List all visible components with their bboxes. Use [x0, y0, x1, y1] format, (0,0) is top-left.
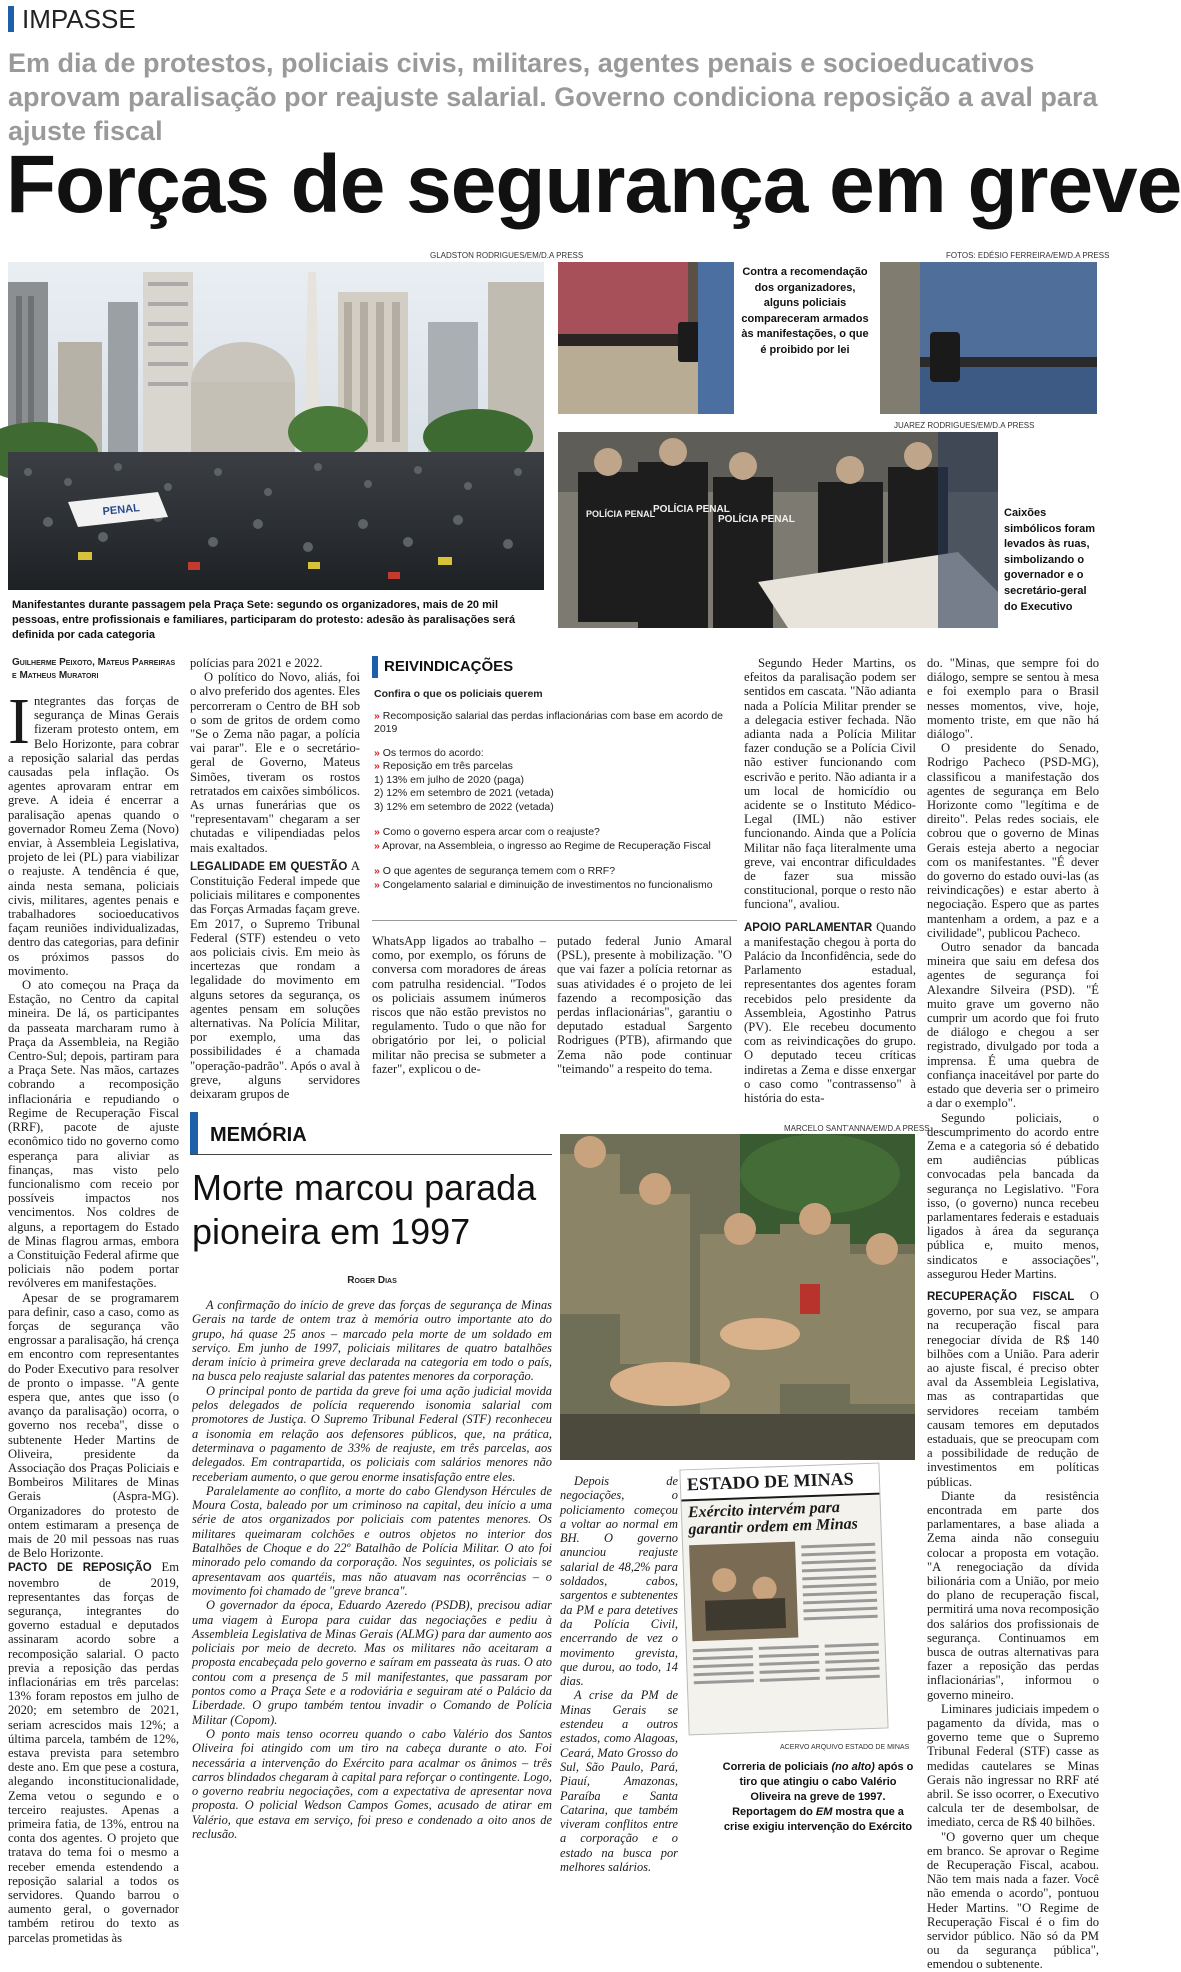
article-column-1: Integrantes das forças de segurança de Minas Gerais fizeram protesto ontem, em Belo Horizonte, para cobrar a reposição salarial das perdas causadas pela inflação. Os agentes aprovaram entrar em greve. A ideia é encerrar a paralisação apenas quando o governador Romeu Zema (Novo) enviar, à Assembleia Legislativa, projeto de lei (PL) para viabilizar o reajuste. A tendência é que, ainda nesta semana, policiais civis, militares, agentes penais e trabalhadores socioeducativos façam reuniões individualizadas, dentro das categorias, para definir os próximos passos do movimento. O ato começou na Praça da Estação, no Centro da capital mineira. De lá, os participantes da passeata marcharam rumo à Praça da Assembleia, na Região Centro-Sul; depois, partiram para a Praça Sete. Nas mãos, cartazes cobrando a recomposição inflacionária e repudiando o Regime de Recuperação Fiscal (RRF), pacote de ajuste econômico tido no governo como esperança para aliviar as finanças, mas visto pelo funcionalismo com receio por possíveis impactos nos vencimentos. Nos coldres de alguns, a reportagem do Estado de Minas flagrou armas, embora a Constituição Federal afirme que policiais não podem portar revólveres em manifestações. Apesar de se programarem para definir, caso a caso, como as forças de segurança vão engrossar a paralisação, há crença em encontro com representantes do Poder Executivo para resolver de pronto o impasse. "A gente espera que, antes que isso (o avanço da paralisação) ocorra, o governo nos receba", disse o subtenente Heder Martins de Oliveira, presidente da Associação dos Praças Policiais e Bombeiros Militares de Minas Gerais (Aspra-MG). Organizadores do protesto de ontem estimaram a presença de mais de 20 mil pessoas nas ruas de Belo Horizonte. PACTO DE REPOSIÇÃO Em novembro de 2019, representantes das forças de segurança, integrantes do governo estadual e deputados assinaram acordo sobre a recomposição salarial. O pacto previa a reposição das perdas inflacionárias em três parcelas: 13% foram repostos em julho de 2020; em setembro de 2021, seriam acrescidos mais 12%; a última parcela, também de 12%, estava prevista para setembro deste ano. Em que pese a costura, alegando inconstitucionalidade, Zema vetou o segundo e o terceiro reajustes. Apenas a primeira fatia, de 13%, entrou na conta dos agentes. O projeto que tratava do tema foi o mesmo a receber emenda estendendo a reposição salarial a todos os servidores. Quando barrou o aumento geral, o governador também retirou do texto as parcelas prometidas às	[8, 685, 179, 1945]
demands-q1: Confira o que os policiais querem	[374, 688, 543, 700]
article-column-2: polícias para 2021 e 2022. O político do Novo, aliás, foi o alvo preferido dos agentes. Eles percorreram o Centro de BH sob o som de gritos de ordem como "Se o Zema não pagar, a polícia vai parar". Ele e o secretário-geral de Governo, Mateus Simões, tiveram os rostos retratados em caixões simbólicos. As urnas funerárias que os "representavam" chegaram a ser chutadas e vilipendiadas pelos mais exaltados. LEGALIDADE EM QUESTÃO A Constituição Federal impede que policiais militares e componentes das Forças Armadas façam greve. Em 2017, o Supremo Tribunal Federal (STF) estendeu o veto aos policiais civis. Em meio às incertezas que rondam a legalidade do movimento em alguns setores da segurança, os agentes pensam em soluções alternativas. Na Polícia Militar, por exemplo, uma das possibilidades é a chamada "operação-padrão". Após o aval à greve, alguns servidores deixaram grupos de	[190, 656, 360, 1102]
demands-a2: Reposição em três parcelas	[382, 760, 513, 772]
demands-q4: O que agentes de segurança temem com o RRF?	[382, 865, 616, 877]
article-column-3b: WhatsApp ligados ao trabalho – como, por exemplo, os fóruns de conversa com moradores de áreas com patrulha residencial. "Todos os policiais assumem inúmeros riscos que não estão previstos no regulamento. Tudo o que não for obrigatório por lei, o policial militar não precisa se submeter a fazer", explicou o de-	[372, 934, 546, 1076]
article-column-6: do. "Minas, que sempre foi do diálogo, sempre se sentou à mesa e foi exemplo para o Brasil nesses momentos, vive, hoje, momento triste, em que não há diálogo". O presidente do Senado, Rodrigo Pacheco (PSD-MG), classificou a manifestação dos agentes de segurança em Belo Horizonte como "legítima e de direito". Pelas redes sociais, ele cobrou que o governo de Minas Gerais esteja aberto a negociar com os manifestantes. "É dever do governo do estado ouvi-las (as reivindicações) e estar aberto à negociação. Espero que as partes mantenham a ordem, a paz e a civilidade", publicou Pacheco. Outro senador da bancada mineira que saiu em defesa dos agentes de segurança foi Alexandre Silveira (PSD). "É muito grave um governo não cumprir um acordo que foi fruto de diálogo e chegou a ser registrado, divulgado por toda a imprensa. É uma quebra de confiança inaceitável por parte do estado que deveria ser o primeiro a dar o exemplo". Segundo policiais, o descumprimento do acordo entre Zema e a categoria só é debatido em audiências públicas convocadas pela bancada da segurança no Legislativo. "Fora isso, (o governo) nunca recebeu parlamentares federais e estaduais ligados à área da segurança pública e, muito menos, sindicatos e associações", assegurou Heder Martins. RECUPERAÇÃO FISCAL O governo, por sua vez, se ampara na recuperação fiscal para renegociar dívida de R$ 140 bilhões com a União. Para aderir ao ajuste fiscal, é preciso obter aval da Assembleia Legislativa, mas as contrapartidas que servidores receiam também causam temores em deputados estaduais, que se preocupam com a possibilidade de redução de investimentos em políticas públicas. Diante da resistência encontrada em parte dos parlamentares, a base aliada a Zema ainda não conseguiu colocar a proposta em votação. "A renegociação da dívida bilionária com a União, por meio do plano de recuperação fiscal, permitirá uma nova recomposição dos salários dos profissionais de segurança. Continuamos em busca de outras alternativas para fazer a reposição das perdas inflacionárias", informou o governo mineiro. Liminares judiciais impedem o pagamento da dívida, mas o governo teme que o Supremo Tribunal Federal (STF) casse as medidas cautelares se Minas Gerais não ingressar no RRF até abril. Se isso ocorrer, o Executivo calcula ter de desembolsar, de imediato, cerca de R$ 40 bilhões. "O governo quer um cheque em branco. Se aprovar o Regime de Recuperação Fiscal, acabou. Não tem mais nada a fazer. Você não emenda o acordo", pontuou Heder Martins. "O Regime de Recuperação Fiscal é o fim do servidor público. Não só da PM ou da segurança pública", emendou o subtenente.	[927, 656, 1099, 1972]
subhead-pacto: PACTO DE REPOSIÇÃO	[8, 1562, 152, 1575]
vest-label-2: POLÍCIA PENAL	[718, 514, 795, 525]
caption-armed-photo: Contra a recomendação dos organizadores, alguns policiais compareceram armados às manifestações, o que é proibido por lei	[741, 266, 869, 356]
memoria-tag: MEMÓRIA	[210, 1124, 307, 1146]
article-column-5: Segundo Heder Martins, os efeitos da paralisação podem ser sentidos em cascata. "Não adianta nada a Polícia Militar prender se a delegacia estiver fechada. Não adianta nada a Polícia Militar fazer condução se a Polícia Civil não estiver funcionando com escrivão e perito. Não adianta ir a um local de homicídio ou acidente se o Instituto Médico-Legal (IML) não estiver funcionando. Ainda que a Polícia Militar não faça literalmente uma greve, vai encontrar dificuldades de fazer sua missão constitucional, porque o resto não funciona", avaliou. APOIO PARLAMENTAR Quando a manifestação chegou à porta do Palácio da Inconfidência, sede do Parlamento estadual, representantes dos agentes foram recebidos pelo presidente da Assembleia, Agostinho Patrus (PV). Ele recebeu documento com as reivindicações do grupo. O deputado teceu críticas indiretas a Zema e disse enxergar o caso como "contrassenso" à história do esta-	[744, 656, 916, 1106]
photo-armed-officer-2	[880, 262, 1097, 414]
demands-a1: Recomposição salarial das perdas inflacionárias com base em acordo de 2019	[374, 709, 724, 735]
demands-a2-3: 3) 12% em setembro de 2022 (vetada)	[374, 800, 554, 813]
photo-credit-armed: FOTOS: EDÉSIO FERREIRA/EM/D.A PRESS	[946, 251, 1110, 260]
memoria-side-column: Depois de negociações, o policiamento começou a voltar ao normal em BH. O governo anunciou reajuste salarial de 48,2% para soldados, cabos, sargentos e subtenentes da PM e para detetives da Polícia Civil, encerrando de vez o movimento grevista, que durou, ao todo, 14 dias. A crise da PM de Minas Gerais se estendeu a outros estados, como Alagoas, Ceará, Mato Grosso do Sul, São Paulo, Pará, Piauí, Amazonas, Paraíba e Santa Catarina, que também viveram conflitos entre a corporação e o estado na busca por melhores salários.	[560, 1474, 678, 1875]
box-marker	[372, 656, 378, 678]
article-column-4b: putado federal Junio Amaral (PSL), presente à mobilização. "O que vai fazer a polícia retornar as suas atividades é o projeto de lei fazendo a recomposição das perdas inflacionárias", garantiu o deputado estadual Sargento Rodrigues (PTB), afirmando que Zema não pode continuar "teimando" a respeito do tema.	[557, 934, 732, 1076]
caption-main-photo: Manifestantes durante passagem pela Praça Sete: segundo os organizadores, mais de 20 mil pessoas, entre profissionais e familiares, participaram do protesto: adesão às paralisações será definida por cada categoria	[12, 599, 516, 641]
box-divider	[372, 920, 737, 921]
memoria-title: Morte marcou parada pioneira em 1997	[192, 1167, 537, 1252]
newspaper-clipping-1997	[679, 1463, 888, 1736]
photo-credit-main: GLADSTON RODRIGUES/EM/D.A PRESS	[430, 251, 584, 260]
demands-a4: Congelamento salarial e diminuição de investimentos no funcionalismo	[382, 878, 713, 891]
box-title: REIVINDICAÇÕES	[384, 658, 514, 675]
caption-coffins-photo: Caixões simbólicos foram levados às ruas, simbolizando o governador e o secretário-geral do Executivo	[1004, 507, 1096, 613]
photo-1997-police	[560, 1134, 915, 1460]
demands-box: Confira o que os policiais querem » Recomposição salarial das perdas inflacionárias com base em acordo de 2019 » Os termos do acordo: » Reposição em três parcelas 1) 13% em julho de 2020 (paga) 2) 12% em setembro de 2021 (vetada) 3) 12% em setembro de 2022 (vetada) » Como o governo espera arcar com o reajuste? » Aprovar, na Assembleia, o ingresso ao Regime de Recuperação Fiscal » O que agentes de segurança temem com o RRF? » Congelamento salarial e diminuição de investimentos no funcionalismo	[374, 688, 736, 892]
photo-armed-officer-1	[558, 262, 734, 414]
section-label: IMPASSE	[22, 4, 136, 34]
demands-a2-1: 1) 13% em julho de 2020 (paga)	[374, 773, 525, 786]
dropcap: I	[8, 685, 30, 758]
deck-subtitle: Em dia de protestos, policiais civis, militares, agentes penais e socioeducativos aprovam paralisação por reajuste salarial. Governo condiciona reposição a aval para ajuste fiscal	[8, 48, 1098, 146]
memoria-text: A confirmação do início de greve das forças de segurança de Minas Gerais na tarde de ontem traz à memória outro importante ato do grupo, há quase 25 anos – marcado pela morte de um soldado em serviço. Em junho de 1997, policiais militares de quatro batalhões deram início à primeira greve declarada na categoria em todo o país, na busca pelo reajuste salarial das patentes menores da corporação. O principal ponto de partida da greve foi uma ação judicial movida pelos delegados de polícia requerendo isonomia salarial com promotores de Justiça. O Supremo Tribunal Federal (STF) reconheceu a isonomia em relação aos defensores públicos, que, na prática, determinava o pagamento de 33% de reajuste, em três parcelas, aos delegados. Em contrapartida, os policiais com salários menores não receberiam aumento, o que gerou enorme insatisfação entre eles. Paralelamente ao conflito, a morte do cabo Glendyson Hércules de Moura Costa, baleado por um criminoso na capital, deu início a uma série de atos organizados por policiais com patentes menores. Os militares queimaram colchões e outros objetos no interior dos Batalhões de Choque e do 22º Batalhão de Polícia Militar. O ato foi minorado pelo comando da corporação. Nos seguintes, os policiais se apresentavam aos quartéis, mas não atuavam nas ocorrências – o movimento foi chamado de "greve branca". O governador da época, Eduardo Azeredo (PSDB), precisou adiar uma viagem à Europa para cuidar das negociações e pediu à Assembleia Legislativa de Minas Gerais (ALMG) para dar aumento aos policiais por meio de decreto. Mas os militares não aceitaram a proposta encabeçada pelo governo e saíram em passeata às ruas. O ato contou com a presença de 5 mil manifestantes, que passaram por pontos como a Praça Sete e a rodoviária e seguiram até o Palácio da Liberdade. O grupo também tentou invadir o Comando de Polícia Militar (Copom). O ponto mais tenso ocorreu quando o cabo Valério dos Santos Oliveira foi atingido com um tiro na cabeça durante o ato. Foi necessária a intervenção do Exército para acalmar os ânimos – três carros blindados chegaram à capital para reforçar o contingente. Logo, o governo reabriu negociações, com a expectativa de apresentar nova proposta. O policial Wedson Campos Gomes, acusado de atirar em Valério, que estava em serviço, foi preso e condenado a oito anos de reclusão.	[192, 1298, 552, 1841]
vest-label-1: POLÍCIA PENAL	[653, 504, 730, 515]
photo-coffins	[558, 432, 998, 628]
newspaper-masthead: ESTADO DE MINAS	[680, 1464, 879, 1502]
section-marker	[8, 6, 14, 32]
photo-credit-1997: MARCELO SANT'ANNA/EM/D.A PRESS	[784, 1124, 930, 1133]
article-byline: Guilherme Peixoto, Mateus Parreiras e Matheus Muratori	[12, 657, 176, 681]
memoria-byline: Roger Dias	[347, 1275, 397, 1286]
caption-1997-photo: Correria de policiais (no alto) após o tiro que atingiu o cabo Valério Oliveira na greve de 1997. Reportagem do EM mostra que a crise exigiu intervenção do Exército	[722, 1761, 914, 1833]
subhead-recuperacao: RECUPERAÇÃO FISCAL	[927, 1290, 1075, 1303]
subhead-legalidade: LEGALIDADE EM QUESTÃO	[190, 860, 348, 873]
headline: Forças de segurança em greve	[6, 139, 1181, 230]
photo-credit-coffins: JUAREZ RODRIGUES/EM/D.A PRESS	[894, 421, 1035, 430]
subhead-apoio: APOIO PARLAMENTAR	[744, 921, 873, 934]
banner-text: PENAL	[102, 502, 141, 518]
memoria-rule	[190, 1154, 552, 1155]
demands-q2: Os termos do acordo:	[382, 746, 484, 759]
vest-label-3: POLÍCIA PENAL	[586, 509, 656, 519]
photo-main-protest	[8, 262, 544, 590]
memoria-marker	[190, 1112, 198, 1154]
demands-a2-2: 2) 12% em setembro de 2021 (vetada)	[374, 787, 554, 799]
newspaper-headline: Exército intervém para garantir ordem em Minas	[687, 1499, 859, 1539]
demands-q3: Como o governo espera arcar com o reajuste?	[382, 826, 600, 838]
demands-a3: Aprovar, na Assembleia, o ingresso ao Regime de Recuperação Fiscal	[382, 839, 711, 852]
archive-credit: ACERVO ARQUIVO ESTADO DE MINAS	[780, 1744, 910, 1751]
